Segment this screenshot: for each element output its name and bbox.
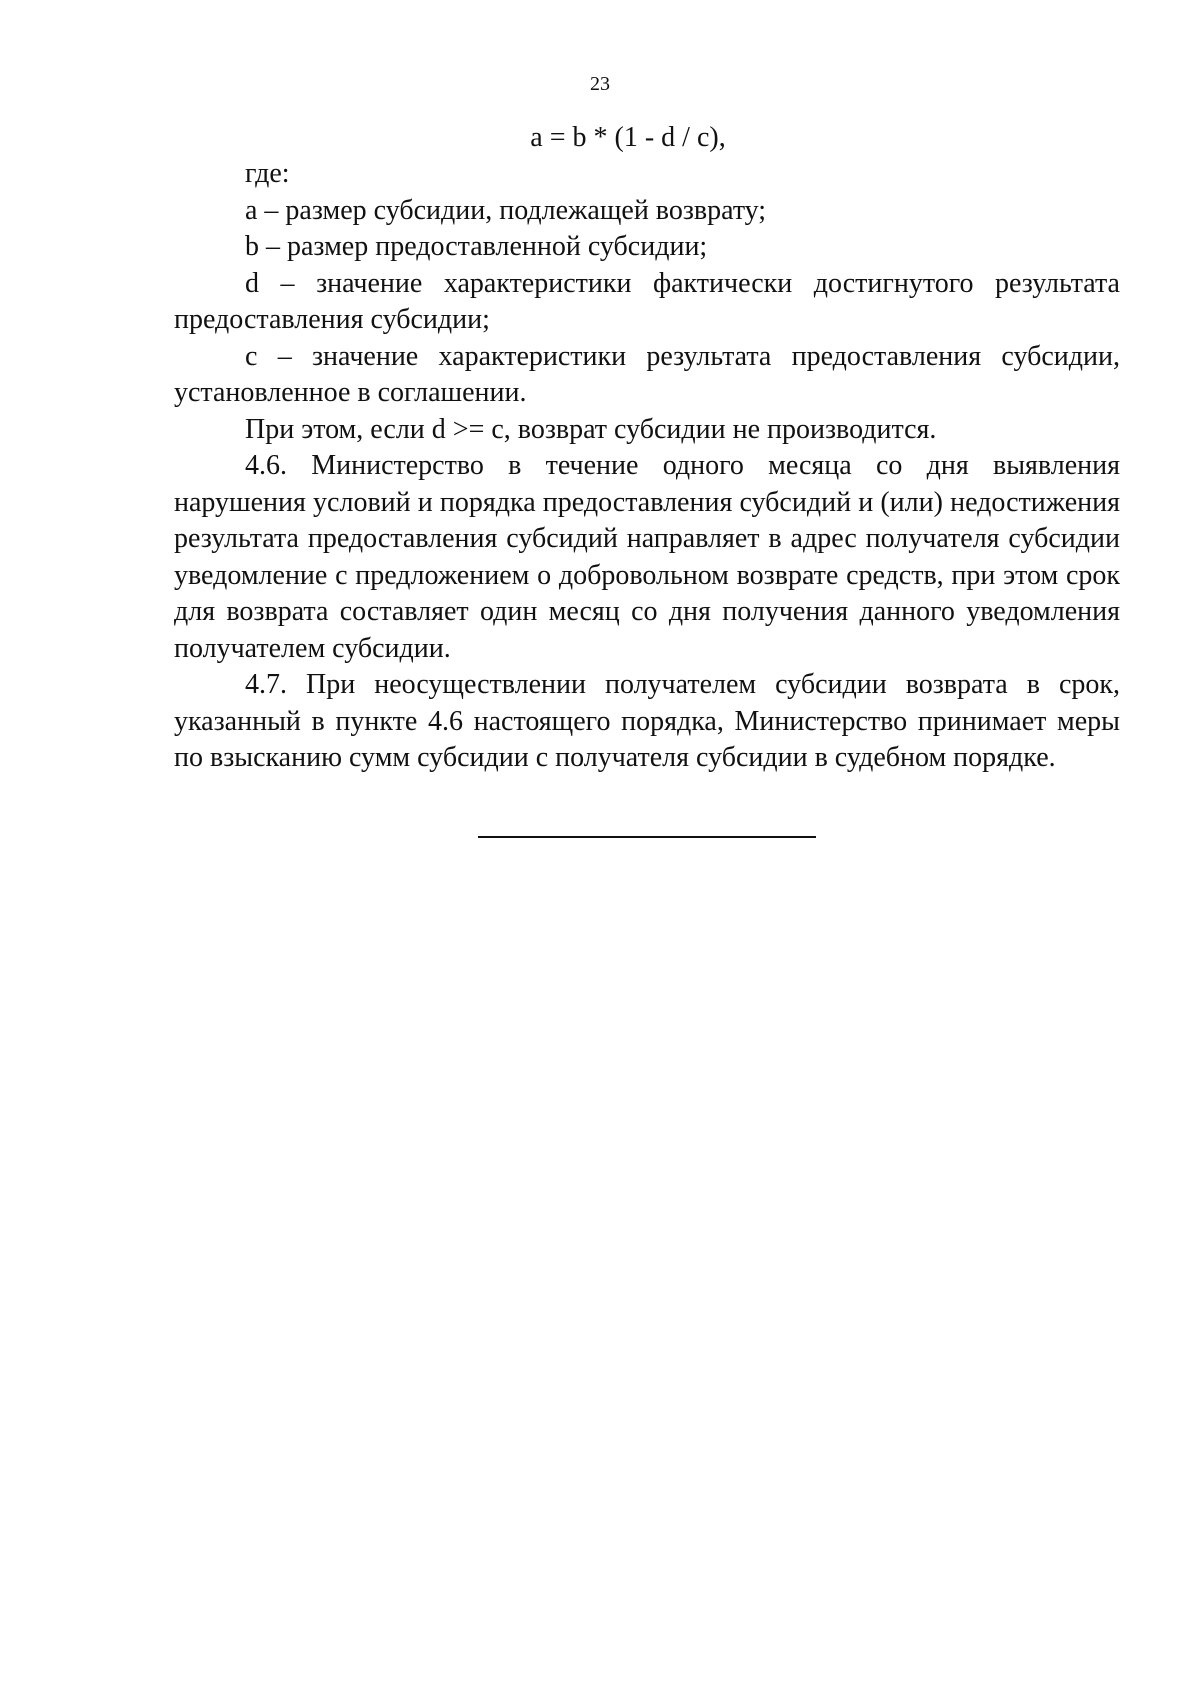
paragraph-section-4-7: 4.7. При неосуществлении получателем субсидии возврата в срок, указанный в пункте 4.6 настоящего порядка, Министерство принимает меры по взысканию сумм субсидии с получателя субсидии в судебном порядке. <box>174 669 1120 773</box>
paragraph-definition-c: c – значение характеристики результата предоставления субсидии, установленное в соглашении. <box>174 340 1120 408</box>
paragraph-no-refund-condition: При этом, если d >= c, возврат субсидии не производится. <box>245 413 937 445</box>
paragraph-definition-a: a – размер субсидии, подлежащей возврату; <box>245 194 767 226</box>
end-separator-line <box>478 836 816 838</box>
refund-formula: a = b * (1 - d / c), <box>530 122 726 153</box>
paragraph-section-4-6: 4.6. Министерство в течение одного месяца со дня выявления нарушения условий и порядка предоставления субсидий и (или) недостижения результата предоставления субсидий направляет в адрес получателя субсидии уведомление с предложением о добровольном возврате средств, при этом срок для возврата составляет один месяц со дня получения данного уведомления получателем субсидии. <box>174 450 1120 664</box>
paragraph-definition-b: b – размер предоставленной субсидии; <box>245 231 708 262</box>
paragraph-definition-d: d – значение характеристики фактически достигнутого результата предоставления субсидии; <box>174 267 1120 335</box>
document-body <box>174 156 1120 777</box>
page-number: 23 <box>590 73 610 95</box>
paragraph-where: где: <box>245 158 290 189</box>
